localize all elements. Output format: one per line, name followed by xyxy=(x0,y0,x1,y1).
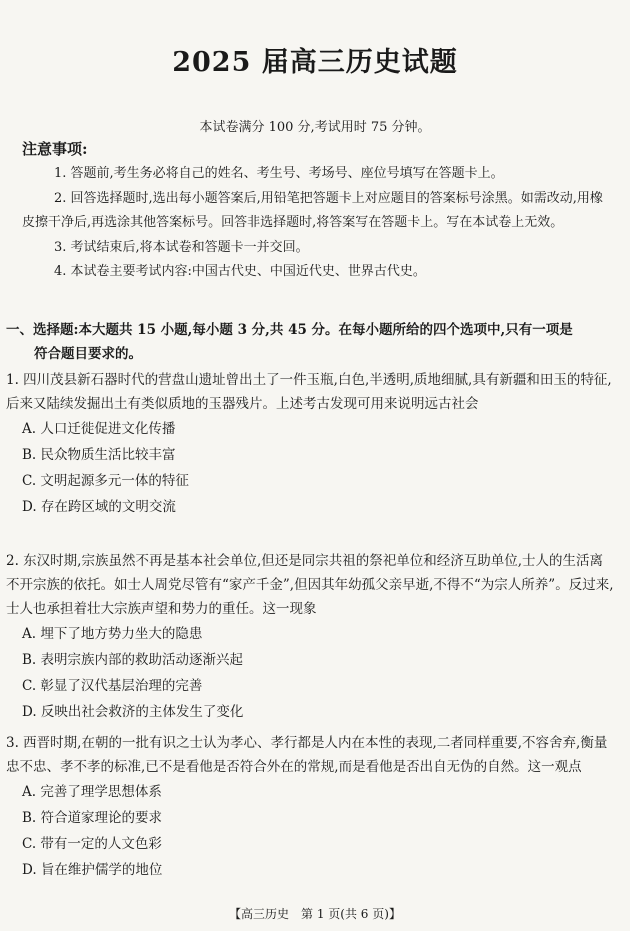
option-c: C. 彰显了汉代基层治理的完善 xyxy=(22,678,203,694)
section-heading xyxy=(6,318,614,366)
notice-item: 2. 回答选择题时,选出每小题答案后,用铅笔把答题卡上对应题目的答案标号涂黑。如需改动,用橡皮擦干净后,再选涂其他答案标号。回答非选择题时,将答案写在答题卡上。写在本试卷上无效。 xyxy=(22,190,603,230)
option-b: B. 符合道家理论的要求 xyxy=(22,810,163,826)
option-b: B. 表明宗族内部的救助活动逐渐兴起 xyxy=(22,652,244,668)
notice-heading: 注意事项: xyxy=(22,140,88,158)
notice-item: 4. 本试卷主要考试内容:中国古代史、中国近代史、世界古代史。 xyxy=(54,264,426,279)
question-2 xyxy=(6,549,614,725)
notice-item: 3. 考试结束后,将本试卷和答题卡一并交回。 xyxy=(54,239,309,255)
section-heading-line2: 符合题目要求的。 xyxy=(34,346,142,362)
notice-item: 1. 答题前,考生务必将自己的姓名、考生号、考场号、座位号填写在答题卡上。 xyxy=(54,166,504,181)
option-a: A. 完善了理学思想体系 xyxy=(22,784,162,800)
question-stem: 3. 西晋时期,在朝的一批有识之士认为孝心、孝行都是人内在本性的表现,二者同样重要,不容舍弃,衡量忠不忠、孝不孝的标准,已不是看他是否符合外在的常规,而是看他是否出自无伪的自然。这一观点 xyxy=(6,735,608,775)
notice-list xyxy=(22,162,612,285)
page-footer: 【高三历史 第 1 页(共 6 页)】 xyxy=(229,907,401,921)
question-stem: 2. 东汉时期,宗族虽然不再是基本社会单位,但还是同宗共祖的祭祀单位和经济互助单位,士人的生活离不开宗族的依托。如士人周党尽管有“家产千金”,但因其年幼孤父亲早逝,不得不“为宗人所养”。反过来,士人也承担着壮大宗族声望和势力的重任。这一现象 xyxy=(6,553,614,617)
option-a: A. 人口迁徙促进文化传播 xyxy=(22,421,176,437)
option-b: B. 民众物质生活比较丰富 xyxy=(22,447,176,463)
question-stem: 1. 四川茂县新石器时代的营盘山遗址曾出土了一件玉瓶,白色,半透明,质地细腻,具有新疆和田玉的特征,后来又陆续发掘出土有类似质地的玉器残片。上述考古发现可用来说明远古社会 xyxy=(6,372,612,412)
option-a: A. 埋下了地方势力坐大的隐患 xyxy=(22,626,203,642)
exam-subtitle: 本试卷满分 100 分,考试用时 75 分钟。 xyxy=(199,120,431,135)
section-heading-line1: 一、选择题:本大题共 15 小题,每小题 3 分,共 45 分。在每小题所给的四个选项中,只有一项是 xyxy=(6,322,573,338)
exam-title: 2025 届高三历史试题 xyxy=(172,47,458,78)
question-3 xyxy=(6,731,614,883)
option-c: C. 带有一定的人文色彩 xyxy=(22,836,162,852)
option-d: D. 反映出社会救济的主体发生了变化 xyxy=(22,704,244,720)
option-d: D. 旨在维护儒学的地位 xyxy=(22,862,163,878)
option-c: C. 文明起源多元一体的特征 xyxy=(22,473,189,489)
option-d: D. 存在跨区域的文明交流 xyxy=(22,499,176,515)
question-1 xyxy=(6,368,614,520)
